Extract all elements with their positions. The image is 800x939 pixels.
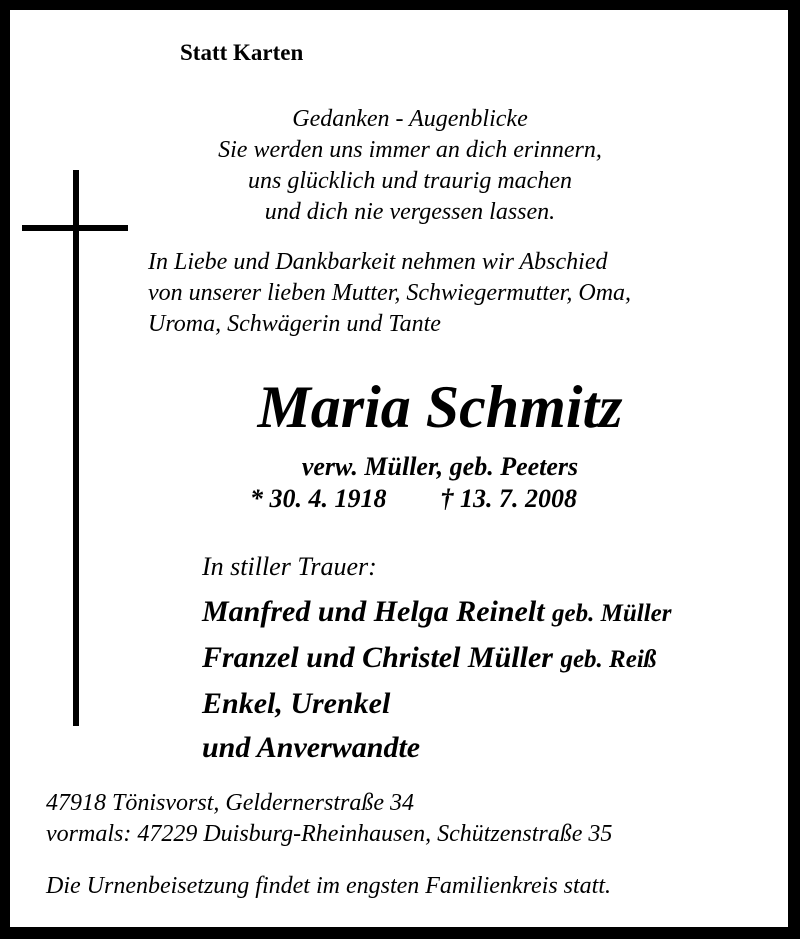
deceased-name: Maria Schmitz: [257, 374, 623, 440]
mourning-heading: In stiller Trauer:: [202, 552, 377, 581]
farewell-line: von unserer lieben Mutter, Schwiegermutter, Oma,: [148, 280, 632, 306]
farewell-line: Uroma, Schwägerin und Tante: [148, 311, 441, 337]
mourner-name: Franzel und Christel Müller: [202, 641, 553, 674]
address-line: vormals: 47229 Duisburg-Rheinhausen, Schützenstraße 35: [46, 821, 613, 847]
mourner-entry: [202, 726, 671, 770]
mourner-name: und Anverwandte: [202, 731, 421, 764]
farewell-text: [148, 247, 631, 340]
poem-line: Gedanken - Augenblicke: [292, 106, 528, 132]
poem-line: Sie werden uns immer an dich erinnern,: [218, 137, 602, 163]
poem-line: uns glücklich und traurig machen: [248, 168, 572, 194]
birth-date: * 30. 4. 1918: [250, 484, 387, 513]
burial-note: Die Urnenbeisetzung findet im engsten Familienkreis statt.: [46, 873, 612, 899]
life-dates: [250, 484, 577, 514]
poem-line: und dich nie vergessen lassen.: [264, 199, 556, 225]
poem: [150, 104, 670, 228]
deceased-maiden-name: verw. Müller, geb. Peeters: [301, 452, 579, 481]
mourner-entry: [202, 682, 671, 726]
mourner-entry: [202, 590, 671, 636]
mourner-name: Manfred und Helga Reinelt: [202, 595, 545, 628]
cross-icon: [22, 170, 128, 726]
farewell-line: In Liebe und Dankbarkeit nehmen wir Abschied: [148, 249, 608, 275]
death-date: † 13. 7. 2008: [440, 484, 577, 513]
address-line: 47918 Tönisvorst, Geldernerstraße 34: [46, 790, 414, 816]
mourner-maiden-note: geb. Reiß: [560, 646, 657, 673]
address-block: [46, 788, 612, 850]
mourner-entry: [202, 636, 671, 682]
mourner-maiden-note: geb. Müller: [552, 600, 672, 627]
statt-karten-label: Statt Karten: [180, 40, 304, 65]
mourners-list: [202, 590, 671, 770]
mourner-name: Enkel, Urenkel: [202, 687, 391, 720]
